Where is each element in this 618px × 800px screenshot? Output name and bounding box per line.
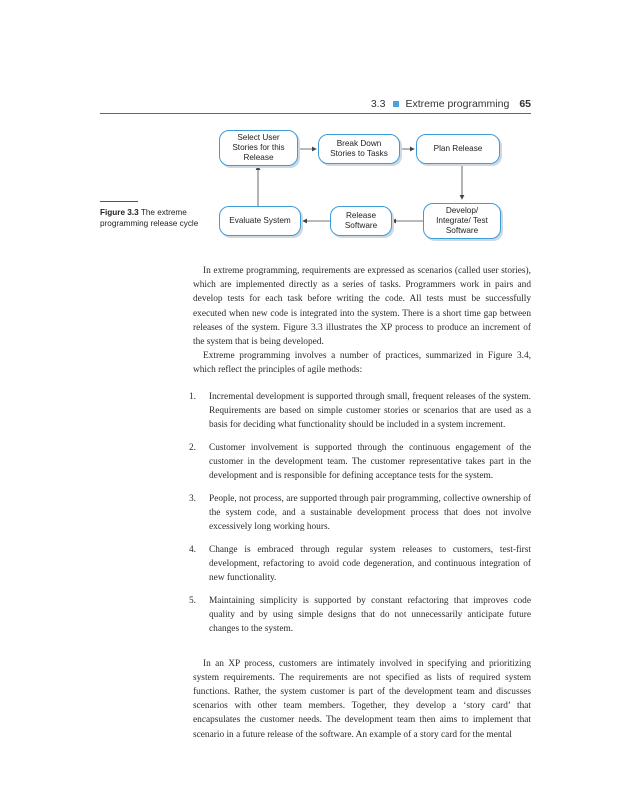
list-number: 3. (189, 493, 197, 504)
box-evaluate-system: Evaluate System (219, 206, 301, 236)
practices-list (189, 390, 531, 637)
list-number: 2. (189, 442, 197, 453)
list-item (189, 390, 531, 433)
box-release-software: Release Software (330, 206, 392, 236)
list-item-text: Change is embraced through regular system releases to customers, test-first development, refactoring to avoid code degeneration, and continuous integration of new functionality. (209, 544, 531, 584)
box-plan-release: Plan Release (416, 134, 500, 164)
box-break-down-stories: Break Down Stories to Tasks (318, 134, 400, 164)
list-number: 1. (189, 391, 197, 402)
figure-caption-text: The extreme programming release cycle (100, 208, 199, 228)
list-item (189, 492, 531, 535)
list-item-text: Customer involvement is supported through the continuous engagement of the customer in the development team. The customer representative takes part in the development and is responsible for defining acceptance tests for the system. (209, 442, 531, 482)
box-develop-integrate-test: Develop/ Integrate/ Test Software (423, 203, 501, 239)
page-number: 65 (519, 98, 531, 110)
list-item-text: Incremental development is supported through small, frequent releases of the system. Requirements are based on simple customer stories or scenarios that are used as a basis for deciding what functionality should be included in a system increment. (209, 391, 531, 431)
list-item-text: Maintaining simplicity is supported by constant refactoring that improves code quality and by using simple designs that do not unnecessarily anticipate future changes to the system. (209, 596, 531, 635)
list-item (189, 594, 531, 637)
list-item-text: People, not process, are supported through pair programming, collective ownership of the system code, and a sustainable development process that does not involve excessively long working hours. (209, 493, 531, 533)
paragraph-1: In extreme programming, requirements are expressed as scenarios (called user stories), which are implemented directly as a series of tasks. Programmers work in pairs and develop tests for each task before writing the code. All tests must be successfully executed when new code is integrated into the system. There is a short time gap between releases of the system. Figure 3.3 illustrates the XP process to produce an increment of the system that is being developed. (193, 266, 531, 348)
list-item (189, 441, 531, 484)
list-number: 5. (189, 596, 197, 607)
list-item (189, 543, 531, 586)
body-text (189, 264, 531, 742)
paragraph-2: Extreme programming involves a number of practices, summarized in Figure 3.4, which reflect the principles of agile methods: (193, 351, 531, 376)
paragraph-3: In an XP process, customers are intimately involved in specifying and prioritizing system requirements. The requirements are not specified as lists of required system functions. Rather, the system customer is part of the development team and discusses scenarios with other team members. Together, they develop a ‘story card’ that encapsulates the customer needs. The development team then aims to implement that scenario in a future release of the software. An example of a story card for the mental (193, 658, 531, 740)
section-number: 3.3 (370, 98, 386, 110)
figure-caption (100, 208, 200, 229)
figure-label: Figure 3.3 (100, 208, 139, 217)
box-select-user-stories: Select User Stories for this Release (219, 130, 298, 166)
section-title: Extreme programming (405, 98, 510, 110)
list-number: 4. (189, 544, 197, 555)
caption-rule (100, 201, 138, 202)
